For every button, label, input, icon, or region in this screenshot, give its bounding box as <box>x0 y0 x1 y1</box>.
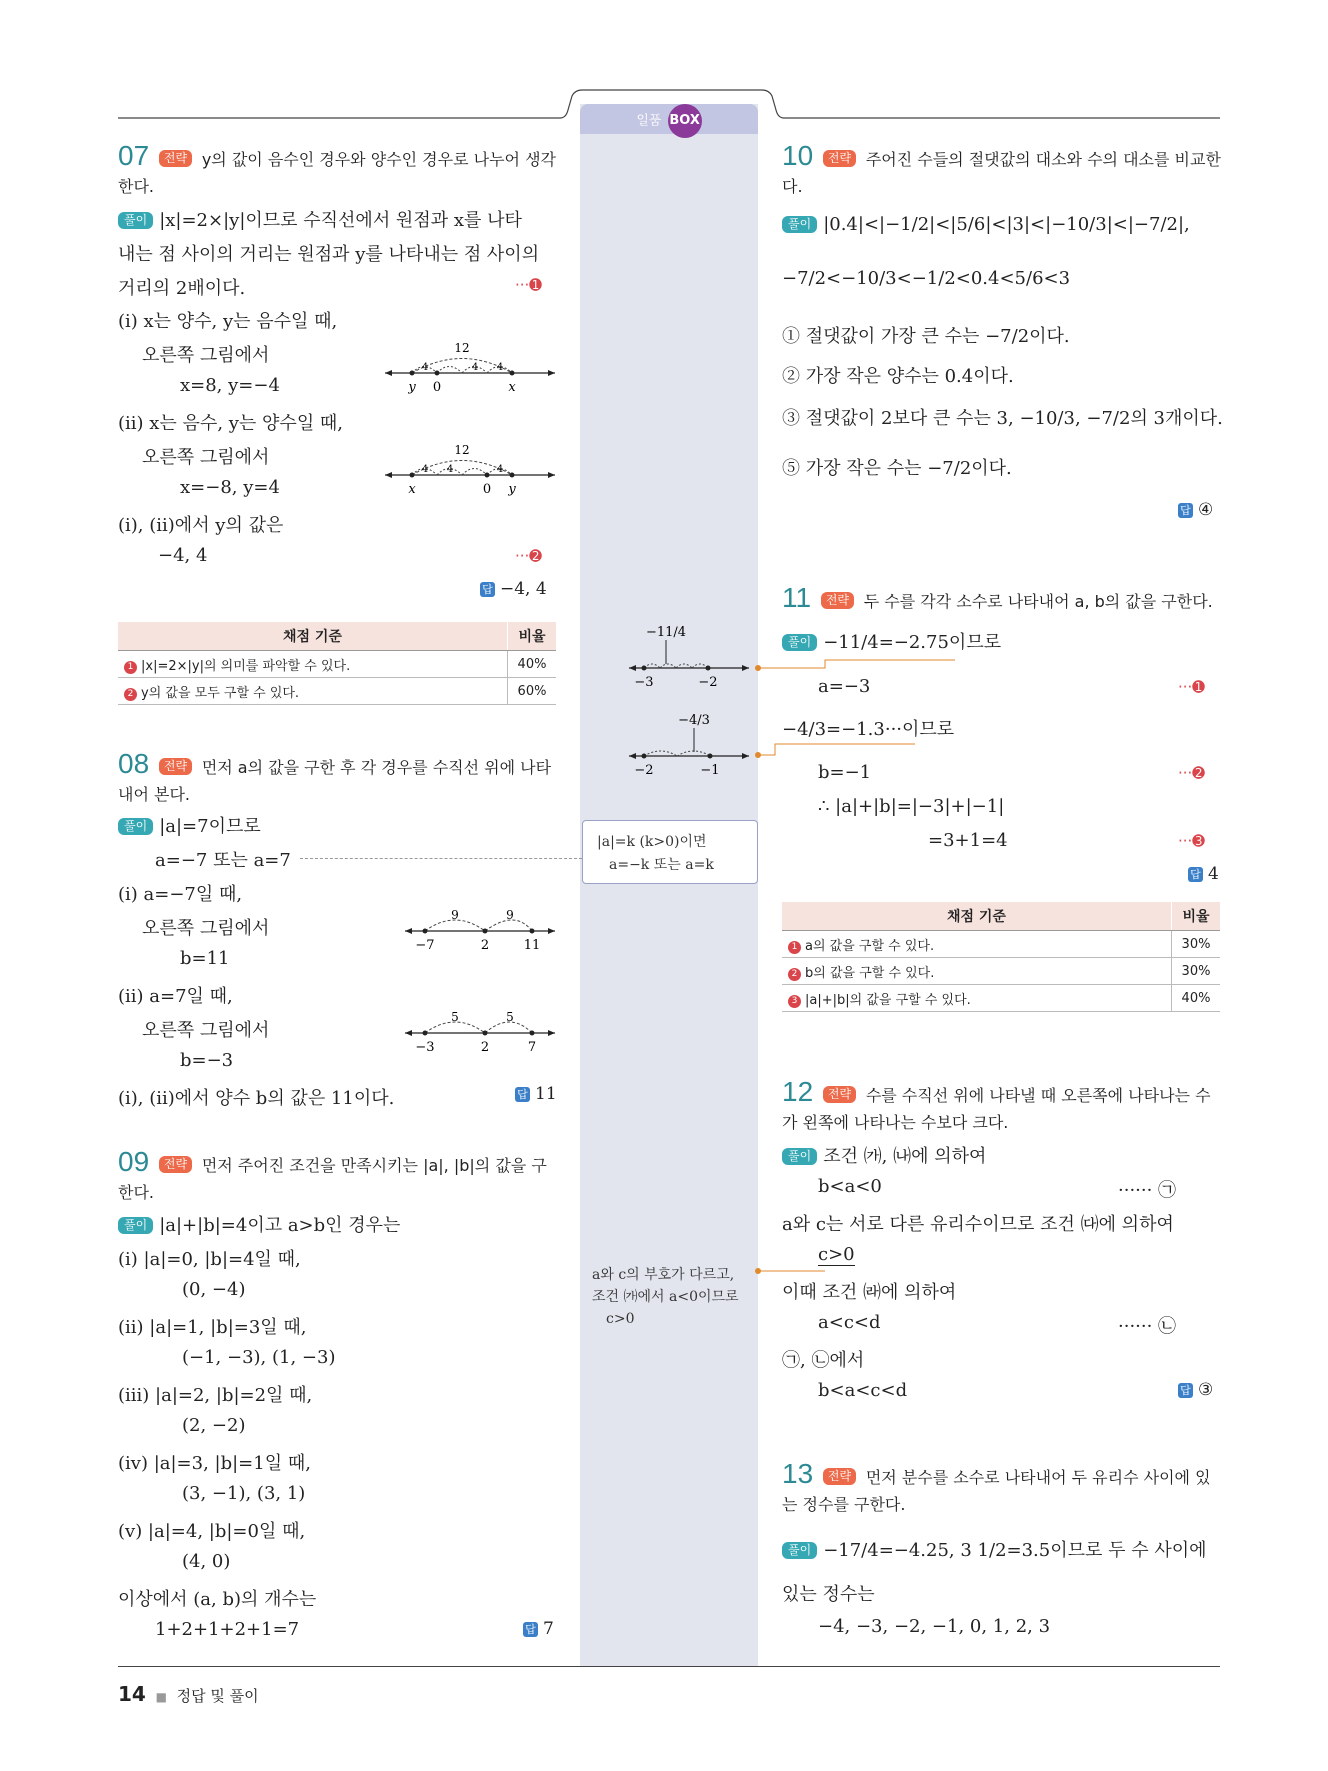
answer-icon: 답 <box>515 1087 530 1102</box>
case-text: b=−3 <box>180 1050 234 1071</box>
sidebar-header <box>580 104 758 134</box>
case-text: x=8, y=−4 <box>180 375 280 396</box>
score-row-num: 1 <box>788 941 801 954</box>
nl-tick: x <box>508 380 516 395</box>
case-text: (i) a=−7일 때, <box>118 884 243 905</box>
problem-13-heading <box>782 1458 1211 1490</box>
answer-text: ③ <box>1198 1380 1214 1400</box>
score-table-11 <box>782 902 1220 1012</box>
score-row <box>782 931 1220 958</box>
score-row <box>118 678 556 705</box>
solution-text: ∴ |a|+|b|=|−3|+|−1| <box>818 796 1005 817</box>
case-text: (ii) x는 음수, y는 양수일 때, <box>118 413 344 434</box>
problem-number: 08 <box>118 748 150 779</box>
problem-07-heading <box>118 140 556 172</box>
strategy-text: 수를 수직선 위에 나타낼 때 오른쪽에 나타나는 수 <box>865 1086 1211 1105</box>
solution-text: −4, −3, −2, −1, 0, 1, 2, 3 <box>818 1616 1051 1637</box>
case-text: b=11 <box>180 948 230 969</box>
score-row-text: y의 값을 모두 구할 수 있다. <box>141 685 300 701</box>
problem-11-heading <box>782 582 1213 614</box>
note-text: |a|=k (k>0)이면 <box>597 834 707 850</box>
solution-text: |a|+|b|=4이고 a>b인 경우는 <box>159 1215 401 1236</box>
score-marker: ···➋ <box>515 547 542 565</box>
note-text: a=−k 또는 a=k <box>609 857 714 873</box>
nl-label: 5 <box>451 1010 459 1024</box>
nl-label: 9 <box>451 908 459 922</box>
case-text: x=−8, y=4 <box>180 477 280 498</box>
problem-08-heading <box>118 748 551 780</box>
footer-rule <box>118 1666 1220 1667</box>
case-text: (ii) |a|=1, |b|=3일 때, <box>118 1317 307 1338</box>
side-number-line-11b <box>624 710 754 782</box>
case-text: (−1, −3), (1, −3) <box>182 1347 336 1368</box>
answer-text: 7 <box>543 1619 554 1639</box>
solution-text: a와 c는 서로 다른 유리수이므로 조건 ㈐에 의하여 <box>782 1214 1174 1235</box>
nl-tick: −7 <box>415 938 435 953</box>
strategy-text: 먼저 a의 값을 구한 후 각 경우를 수직선 위에 나타 <box>201 758 552 777</box>
solution-text: a<c<d <box>818 1312 881 1333</box>
nl-label: 12 <box>454 341 470 355</box>
note-text: 조건 ㈎에서 a<0이므로 <box>592 1289 739 1305</box>
answer-icon: 답 <box>1188 867 1203 882</box>
solution-text: −4/3=−1.3···이므로 <box>782 719 955 740</box>
solution-line <box>782 628 1001 654</box>
nl-tick: 2 <box>480 1040 490 1055</box>
answer-icon: 답 <box>523 1622 538 1637</box>
score-row-num: 1 <box>124 661 137 674</box>
nl-tick: −1 <box>700 763 720 778</box>
nl-label: 4 <box>421 362 429 373</box>
nl-label: 4 <box>496 464 504 475</box>
strategy-text-cont: 다. <box>782 177 803 196</box>
marker-text: ······ ㉠ <box>1118 1180 1177 1201</box>
side-column <box>580 104 758 1666</box>
number-line-08a <box>400 905 560 955</box>
solution-line <box>782 1142 986 1168</box>
case-text: (2, −2) <box>182 1415 246 1436</box>
nl-frac: −11/4 <box>645 625 687 640</box>
solution-text: |0.4|<|−1/2|<|5/6|<|3|<|−10/3|<|−7/2|, <box>823 214 1190 235</box>
conclusion-text: (i), (ii)에서 양수 b의 값은 11이다. <box>118 1088 395 1109</box>
score-row <box>782 985 1220 1012</box>
case-text: (i) |a|=0, |b|=4일 때, <box>118 1249 301 1270</box>
problem-number: 13 <box>782 1458 814 1489</box>
score-marker: ···➋ <box>1178 764 1205 782</box>
strategy-text-cont: 내어 본다. <box>118 785 190 804</box>
strategy-text-cont: 가 왼쪽에 나타나는 수보다 크다. <box>782 1113 1009 1132</box>
score-header-ratio: 비율 <box>508 622 557 651</box>
solution-text: −7/2<−10/3<−1/2<0.4<5/6<3 <box>782 268 1071 289</box>
nl-label: 5 <box>506 1010 514 1024</box>
strategy-tag: 전략 <box>159 150 192 167</box>
answer <box>1178 500 1213 520</box>
answer-text: ④ <box>1198 500 1214 520</box>
score-marker: ···➌ <box>1178 832 1205 850</box>
case-text: (iii) |a|=2, |b|=2일 때, <box>118 1385 313 1406</box>
case-text: (iv) |a|=3, |b|=1일 때, <box>118 1453 311 1474</box>
number-line-08b <box>400 1007 560 1057</box>
problem-number: 10 <box>782 140 814 171</box>
case-text: 오른쪽 그림에서 <box>142 447 270 468</box>
solution-text: 조건 ㈎, ㈏에 의하여 <box>823 1146 987 1167</box>
nl-label: 4 <box>446 464 454 475</box>
score-table-07 <box>118 622 556 705</box>
answer <box>1188 864 1219 884</box>
score-row-num: 3 <box>788 995 801 1008</box>
solution-line <box>782 1536 1207 1562</box>
nl-tick: y <box>508 482 516 497</box>
answer <box>515 1084 557 1104</box>
score-row-num: 2 <box>124 688 137 701</box>
nl-label: 4 <box>421 464 429 475</box>
solution-text: 있는 정수는 <box>782 1584 875 1605</box>
strategy-text: 주어진 수들의 절댓값의 대소와 수의 대소를 비교한 <box>865 150 1221 169</box>
strategy-text-cont: 한다. <box>118 1183 154 1202</box>
nl-tick: x <box>408 482 416 497</box>
nl-tick: 0 <box>482 482 492 497</box>
solution-tag: 풀이 <box>782 216 817 233</box>
strategy-text: 먼저 분수를 소수로 나타내어 두 유리수 사이에 있 <box>865 1468 1211 1487</box>
nl-tick: −3 <box>634 675 654 690</box>
marker-text: ······ ㉡ <box>1118 1316 1177 1337</box>
score-marker: ···➊ <box>1178 678 1205 696</box>
conclusion-text: (i), (ii)에서 y의 값은 <box>118 515 284 536</box>
nl-tick: 2 <box>480 938 490 953</box>
note-text: c>0 <box>606 1311 635 1327</box>
option-text: ② 가장 작은 양수는 0.4이다. <box>782 366 1014 387</box>
strategy-tag: 전략 <box>821 592 854 609</box>
answer-text: 4 <box>1208 864 1219 884</box>
answer <box>1178 1380 1213 1400</box>
side-number-line-11a <box>624 622 754 694</box>
footer-title: 정답 및 풀이 <box>176 1687 259 1705</box>
connector-lines-11 <box>755 640 955 770</box>
strategy-tag: 전략 <box>159 758 192 775</box>
solution-line <box>118 206 522 232</box>
sidebar-badge: BOX <box>668 104 702 138</box>
nl-tick: 0 <box>432 380 442 395</box>
solution-text: |a|=7이므로 <box>159 816 261 837</box>
solution-tag: 풀이 <box>118 818 153 835</box>
strategy-text: 두 수를 각각 소수로 나타내어 a, b의 값을 구한다. <box>863 592 1213 611</box>
solution-text: −11/4=−2.75이므로 <box>823 632 1002 653</box>
solution-line <box>118 812 261 838</box>
answer-text: 11 <box>535 1084 557 1104</box>
score-row-pct: 60% <box>508 678 557 705</box>
number-line-07b <box>380 442 560 498</box>
solution-text: |x|=2×|y|이므로 수직선에서 원점과 x를 나타 <box>159 210 522 231</box>
note-box-abs <box>582 820 758 884</box>
score-row-text: |a|+|b|의 값을 구할 수 있다. <box>805 992 971 1008</box>
problem-12-heading <box>782 1076 1211 1108</box>
case-text: (ii) a=7일 때, <box>118 986 233 1007</box>
case-text: (v) |a|=4, |b|=0일 때, <box>118 1521 306 1542</box>
score-row-num: 2 <box>788 968 801 981</box>
note-text: a와 c의 부호가 다르고, <box>592 1267 735 1283</box>
number-line-07a <box>380 340 560 396</box>
case-text: (0, −4) <box>182 1279 246 1300</box>
option-text: ① 절댓값이 가장 큰 수는 −7/2이다. <box>782 326 1070 347</box>
nl-tick: −2 <box>698 675 718 690</box>
case-text: (i) x는 양수, y는 음수일 때, <box>118 311 338 332</box>
footer <box>118 1682 259 1706</box>
solution-tag: 풀이 <box>782 1148 817 1165</box>
footer-separator: ■ <box>155 1690 167 1704</box>
solution-text: 내는 점 사이의 거리는 원점과 y를 나타내는 점 사이의 <box>118 244 540 265</box>
score-row-pct: 40% <box>508 651 557 678</box>
solution-text: b<a<0 <box>818 1176 882 1197</box>
nl-label: 4 <box>471 362 479 373</box>
score-row <box>782 958 1220 985</box>
nl-tick: 7 <box>527 1040 537 1055</box>
problem-number: 07 <box>118 140 150 171</box>
strategy-text-cont: 는 정수를 구한다. <box>782 1495 906 1514</box>
note-sign <box>592 1264 739 1330</box>
nl-tick: −3 <box>415 1040 435 1055</box>
nl-tick: −2 <box>634 763 654 778</box>
strategy-tag: 전략 <box>159 1156 192 1173</box>
answer-icon: 답 <box>480 582 495 597</box>
nl-label: 4 <box>496 362 504 373</box>
problem-number: 12 <box>782 1076 814 1107</box>
score-header-ratio: 비율 <box>1172 902 1221 931</box>
answer <box>523 1619 554 1639</box>
score-row-text: b의 값을 구할 수 있다. <box>805 965 935 981</box>
case-text: (3, −1), (3, 1) <box>182 1483 306 1504</box>
solution-text: −17/4=−4.25, 3 1/2=3.5이므로 두 수 사이에 <box>823 1540 1207 1561</box>
answer <box>480 579 547 599</box>
answer-text: −4, 4 <box>500 579 547 599</box>
score-header: 채점 기준 <box>782 902 1172 931</box>
solution-text: b=−1 <box>818 762 872 783</box>
score-row-pct: 30% <box>1172 931 1221 958</box>
strategy-tag: 전략 <box>823 1086 856 1103</box>
solution-text: a=−3 <box>818 676 871 697</box>
solution-text: 이때 조건 ㈑에 의하여 <box>782 1282 957 1303</box>
option-text: ⑤ 가장 작은 수는 −7/2이다. <box>782 458 1012 479</box>
connector-line <box>755 1265 825 1277</box>
case-text: 오른쪽 그림에서 <box>142 345 270 366</box>
solution-tag: 풀이 <box>118 1217 153 1234</box>
nl-tick: 11 <box>523 938 541 953</box>
connector-line <box>300 858 582 859</box>
strategy-text: y의 값이 음수인 경우와 양수인 경우로 나누어 생각 <box>201 150 557 169</box>
strategy-text-cont: 한다. <box>118 177 154 196</box>
conclusion-text: 이상에서 (a, b)의 개수는 <box>118 1589 317 1610</box>
score-row-pct: 40% <box>1172 985 1221 1012</box>
solution-text: a=−7 또는 a=7 <box>155 850 291 871</box>
problem-10-heading <box>782 140 1221 172</box>
option-text: ③ 절댓값이 2보다 큰 수는 3, −10/3, −7/2의 3개이다. <box>782 408 1223 429</box>
score-row-text: a의 값을 구할 수 있다. <box>805 938 935 954</box>
case-text: 오른쪽 그림에서 <box>142 918 270 939</box>
page-number: 14 <box>118 1682 146 1706</box>
solution-line <box>118 1211 400 1237</box>
problem-number: 11 <box>782 582 812 613</box>
answer-icon: 답 <box>1178 1383 1193 1398</box>
solution-text: ㉠, ㉡에서 <box>782 1350 865 1371</box>
problem-09-heading <box>118 1146 547 1178</box>
solution-text: 거리의 2배이다. <box>118 278 246 299</box>
sidebar-label: 일품 <box>636 113 662 129</box>
solution-text: =3+1=4 <box>928 830 1008 851</box>
case-text: (4, 0) <box>182 1551 231 1572</box>
nl-tick: y <box>408 380 416 395</box>
nl-label: 12 <box>454 443 470 457</box>
problem-number: 09 <box>118 1146 150 1177</box>
solution-tag: 풀이 <box>782 634 817 651</box>
nl-label: 9 <box>506 908 514 922</box>
score-row-pct: 30% <box>1172 958 1221 985</box>
conclusion-text: −4, 4 <box>158 545 208 566</box>
solution-tag: 풀이 <box>782 1542 817 1559</box>
score-header: 채점 기준 <box>118 622 508 651</box>
answer-icon: 답 <box>1178 503 1193 518</box>
nl-frac: −4/3 <box>678 713 710 728</box>
score-marker: ···➊ <box>515 276 542 294</box>
strategy-tag: 전략 <box>823 1468 856 1485</box>
solution-text: b<a<c<d <box>818 1380 908 1401</box>
case-text: 오른쪽 그림에서 <box>142 1020 270 1041</box>
strategy-text: 먼저 주어진 조건을 만족시키는 |a|, |b|의 값을 구 <box>201 1156 547 1175</box>
score-row <box>118 651 556 678</box>
solution-line <box>782 214 1190 235</box>
conclusion-text: 1+2+1+2+1=7 <box>155 1619 300 1640</box>
strategy-tag: 전략 <box>823 150 856 167</box>
score-row-text: |x|=2×|y|의 의미를 파악할 수 있다. <box>141 658 351 674</box>
solution-tag: 풀이 <box>118 212 153 229</box>
solution-text: c>0 <box>818 1244 855 1265</box>
